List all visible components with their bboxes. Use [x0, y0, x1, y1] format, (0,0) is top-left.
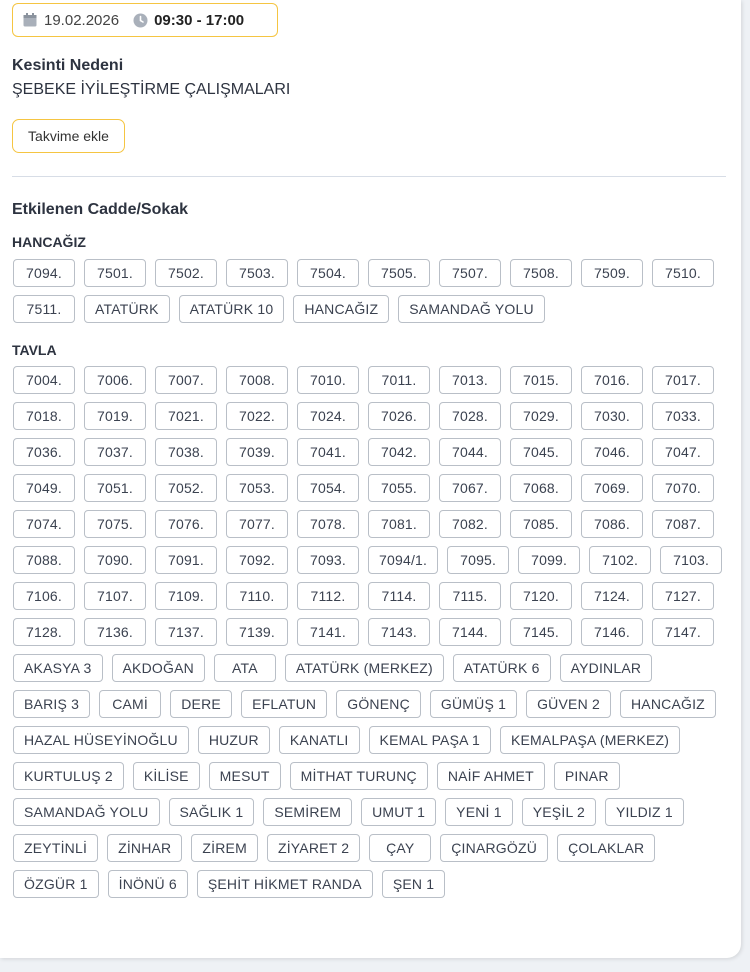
street-tag: 7021.	[155, 402, 217, 430]
street-tag: HANCAĞIZ	[620, 690, 716, 718]
reason-text: ŞEBEKE İYİLEŞTİRME ÇALIŞMALARI	[12, 81, 291, 98]
street-tag: 7502.	[155, 259, 217, 287]
street-tag: 7128.	[13, 618, 75, 646]
reason-title: Kesinti Nedeni	[12, 57, 124, 74]
street-tag: 7070.	[652, 474, 714, 502]
outage-date: 19.02.2026	[44, 11, 120, 29]
street-tag: EFLATUN	[241, 690, 327, 718]
divider	[12, 176, 726, 177]
street-tag: KİLİSE	[133, 762, 200, 790]
street-tag: 7054.	[297, 474, 359, 502]
street-tag: 7137.	[155, 618, 217, 646]
street-tag: 7139.	[226, 618, 288, 646]
street-tag: 7109.	[155, 582, 217, 610]
add-to-calendar-button[interactable]: Takvime ekle	[12, 119, 125, 153]
street-tag: 7505.	[368, 259, 430, 287]
street-tag: 7047.	[652, 438, 714, 466]
street-tag: SAMANDAĞ YOLU	[13, 798, 160, 826]
street-tag: 7022.	[226, 402, 288, 430]
street-tag: 7504.	[297, 259, 359, 287]
street-tag: 7045.	[510, 438, 572, 466]
street-tag: 7085.	[510, 510, 572, 538]
street-tag: 7507.	[439, 259, 501, 287]
street-tag: 7038.	[155, 438, 217, 466]
street-tag: 7081.	[368, 510, 430, 538]
street-tag: 7011.	[368, 366, 430, 394]
street-tag: 7010.	[297, 366, 359, 394]
clock-icon	[133, 13, 148, 28]
street-tag: 7051.	[84, 474, 146, 502]
street-tag: 7037.	[84, 438, 146, 466]
street-tag: 7052.	[155, 474, 217, 502]
street-tag: 7082.	[439, 510, 501, 538]
street-tag: 7055.	[368, 474, 430, 502]
street-tag: 7076.	[155, 510, 217, 538]
street-tag: 7036.	[13, 438, 75, 466]
street-tag: CAMİ	[99, 690, 161, 718]
group-title-tavla: TAVLA	[12, 342, 57, 358]
street-tag: ATA	[214, 654, 276, 682]
street-tag: 7091.	[155, 546, 217, 574]
street-tag: 7088.	[13, 546, 75, 574]
street-tag: SAMANDAĞ YOLU	[398, 295, 545, 323]
street-tag: ÇAY	[369, 834, 431, 862]
street-tag: 7074.	[13, 510, 75, 538]
street-tag: 7107.	[84, 582, 146, 610]
street-tag: 7145.	[510, 618, 572, 646]
date-time-box	[12, 3, 278, 37]
street-tag: 7509.	[581, 259, 643, 287]
street-tag: 7103.	[660, 546, 722, 574]
street-tag: KURTULUŞ 2	[13, 762, 124, 790]
street-tag: 7049.	[13, 474, 75, 502]
street-tag: ŞEHİT HİKMET RANDA	[197, 870, 373, 898]
street-tag: 7019.	[84, 402, 146, 430]
street-tag: ZİYARET 2	[267, 834, 360, 862]
street-tag: 7029.	[510, 402, 572, 430]
street-tag: 7016.	[581, 366, 643, 394]
street-tag: 7007.	[155, 366, 217, 394]
street-tag: HANCAĞIZ	[293, 295, 389, 323]
street-tag: 7008.	[226, 366, 288, 394]
street-tag: 7094/1.	[368, 546, 438, 574]
street-tag: ÇINARGÖZÜ	[440, 834, 548, 862]
street-tag: ŞEN 1	[382, 870, 445, 898]
street-tag: ATATÜRK 10	[179, 295, 285, 323]
street-tag: 7068.	[510, 474, 572, 502]
street-tag: ZİNHAR	[107, 834, 182, 862]
street-tag: ZİREM	[191, 834, 258, 862]
street-tag: ATATÜRK	[84, 295, 170, 323]
street-tag: 7075.	[84, 510, 146, 538]
street-tag: ATATÜRK 6	[453, 654, 551, 682]
street-tag: 7077.	[226, 510, 288, 538]
street-tag: 7090.	[84, 546, 146, 574]
street-tag: 7136.	[84, 618, 146, 646]
street-tags-hancagiz	[13, 259, 727, 323]
street-tag: 7146.	[581, 618, 643, 646]
street-tag: DERE	[170, 690, 232, 718]
street-tag: 7033.	[652, 402, 714, 430]
street-tag: ÖZGÜR 1	[13, 870, 99, 898]
street-tag: 7006.	[84, 366, 146, 394]
street-tag: MESUT	[209, 762, 281, 790]
street-tag: HAZAL HÜSEYİNOĞLU	[13, 726, 189, 754]
street-tag: 7013.	[439, 366, 501, 394]
street-tag: MİTHAT TURUNÇ	[290, 762, 428, 790]
street-tag: 7093.	[297, 546, 359, 574]
street-tag: SAĞLIK 1	[169, 798, 255, 826]
street-tag: KEMAL PAŞA 1	[369, 726, 491, 754]
street-tag: 7024.	[297, 402, 359, 430]
street-tag: YEŞİL 2	[522, 798, 596, 826]
street-tag: 7053.	[226, 474, 288, 502]
street-tag: 7087.	[652, 510, 714, 538]
streets-title: Etkilenen Cadde/Sokak	[12, 201, 189, 218]
street-tag: 7092.	[226, 546, 288, 574]
street-tag: 7144.	[439, 618, 501, 646]
street-tag: SEMİREM	[263, 798, 352, 826]
street-tag: 7004.	[13, 366, 75, 394]
street-tag: 7115.	[439, 582, 501, 610]
street-tag: 7124.	[581, 582, 643, 610]
street-tag: 7015.	[510, 366, 572, 394]
street-tag: 7511.	[13, 295, 75, 323]
street-tag: 7127.	[652, 582, 714, 610]
street-tag: 7028.	[439, 402, 501, 430]
street-tag: GÜVEN 2	[526, 690, 611, 718]
street-tag: 7110.	[226, 582, 288, 610]
street-tag: 7030.	[581, 402, 643, 430]
street-tag: 7039.	[226, 438, 288, 466]
street-tag: YENİ 1	[445, 798, 513, 826]
street-tag: KEMALPAŞA (MERKEZ)	[500, 726, 680, 754]
calendar-icon	[23, 13, 37, 27]
street-tag: 7510.	[652, 259, 714, 287]
street-tags-tavla	[13, 366, 727, 898]
street-tag: ÇOLAKLAR	[557, 834, 655, 862]
street-tag: 7086.	[581, 510, 643, 538]
street-tag: AYDINLAR	[560, 654, 653, 682]
street-tag: 7112.	[297, 582, 359, 610]
street-tag: PINAR	[554, 762, 620, 790]
street-tag: 7026.	[368, 402, 430, 430]
street-tag: ZEYTİNLİ	[13, 834, 98, 862]
street-tag: 7042.	[368, 438, 430, 466]
street-tag: 7044.	[439, 438, 501, 466]
street-tag: GÖNENÇ	[336, 690, 421, 718]
street-tag: 7017.	[652, 366, 714, 394]
street-tag: 7078.	[297, 510, 359, 538]
street-tag: GÜMÜŞ 1	[430, 690, 517, 718]
street-tag: BARIŞ 3	[13, 690, 90, 718]
street-tag: 7069.	[581, 474, 643, 502]
street-tag: YILDIZ 1	[605, 798, 684, 826]
street-tag: ATATÜRK (MERKEZ)	[285, 654, 444, 682]
street-tag: 7106.	[13, 582, 75, 610]
group-title-hancagiz: HANCAĞIZ	[12, 234, 86, 250]
street-tag: AKDOĞAN	[112, 654, 205, 682]
street-tag: 7147.	[652, 618, 714, 646]
street-tag: 7501.	[84, 259, 146, 287]
street-tag: 7141.	[297, 618, 359, 646]
street-tag: 7018.	[13, 402, 75, 430]
street-tag: 7102.	[589, 546, 651, 574]
street-tag: 7508.	[510, 259, 572, 287]
street-tag: HUZUR	[198, 726, 270, 754]
street-tag: NAİF AHMET	[437, 762, 545, 790]
street-tag: 7095.	[447, 546, 509, 574]
street-tag: İNÖNÜ 6	[108, 870, 188, 898]
street-tag: 7099.	[518, 546, 580, 574]
street-tag: 7114.	[368, 582, 430, 610]
street-tag: KANATLI	[279, 726, 360, 754]
street-tag: AKASYA 3	[13, 654, 103, 682]
street-tag: 7143.	[368, 618, 430, 646]
street-tag: 7041.	[297, 438, 359, 466]
street-tag: 7120.	[510, 582, 572, 610]
street-tag: 7094.	[13, 259, 75, 287]
street-tag: 7503.	[226, 259, 288, 287]
outage-time: 09:30 - 17:00	[154, 11, 245, 29]
street-tag: 7046.	[581, 438, 643, 466]
street-tag: UMUT 1	[361, 798, 436, 826]
street-tag: 7067.	[439, 474, 501, 502]
